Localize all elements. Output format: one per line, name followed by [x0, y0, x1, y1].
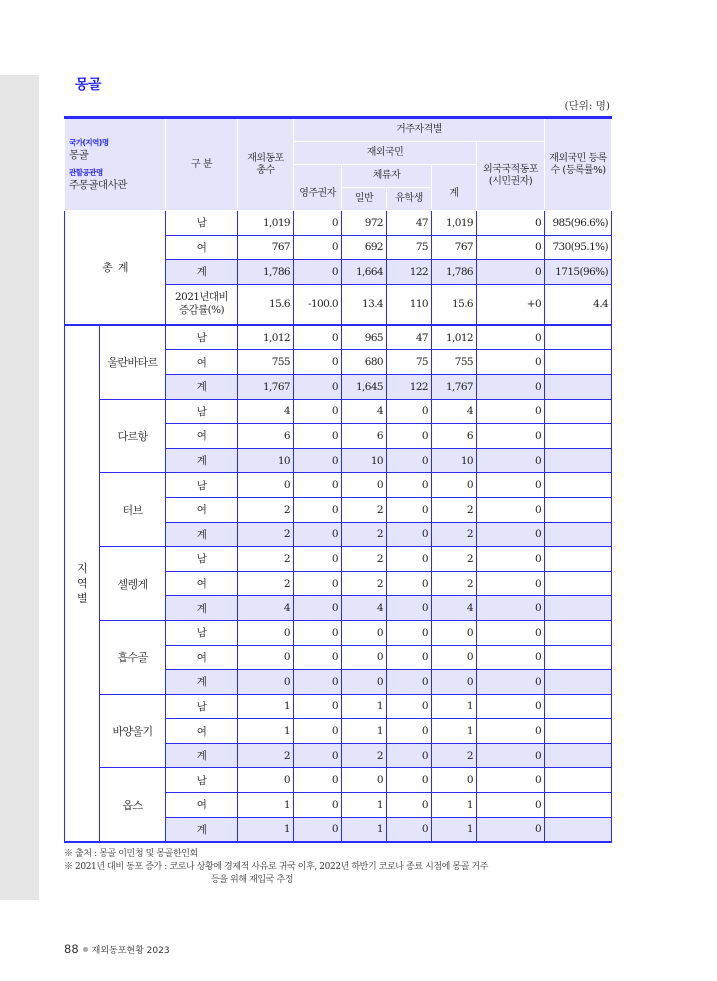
value-cell: 730(95.1%): [545, 235, 612, 260]
value-cell: 0: [294, 325, 342, 350]
value-cell: 1: [342, 817, 387, 842]
value-cell: 0: [387, 620, 432, 645]
row-label: 남: [166, 694, 238, 719]
foreign-nationals-header-text: 외국국적동포 (시민권자): [483, 164, 538, 187]
region-name: 울란바타르: [100, 325, 166, 399]
value-cell: 0: [342, 473, 387, 498]
value-cell: [545, 645, 612, 670]
value-cell: [545, 497, 612, 522]
region-name: 터브: [100, 473, 166, 547]
value-cell: 1: [432, 719, 477, 744]
page-number: 88: [64, 942, 79, 956]
row-label: 여: [166, 350, 238, 375]
value-cell: 10: [238, 448, 294, 473]
value-cell: [545, 620, 612, 645]
value-cell: 2: [432, 547, 477, 572]
value-cell: 4: [342, 399, 387, 424]
value-cell: 0: [294, 694, 342, 719]
total-header-text: 재외동포 총수: [247, 152, 284, 176]
value-cell: 0: [342, 645, 387, 670]
value-cell: 4: [432, 399, 477, 424]
value-cell: 1: [342, 719, 387, 744]
value-cell: 0: [387, 399, 432, 424]
value-cell: 2: [432, 571, 477, 596]
value-cell: 0: [477, 547, 545, 572]
value-cell: 0: [477, 260, 545, 285]
value-cell: 2: [432, 522, 477, 547]
value-cell: [545, 473, 612, 498]
value-cell: 0: [477, 571, 545, 596]
value-cell: 680: [342, 350, 387, 375]
bullet-dot-icon: [83, 947, 88, 952]
region-name: 흡수골: [100, 620, 166, 694]
country-header-cell: [65, 118, 166, 211]
value-cell: [545, 670, 612, 695]
row-label: 남: [166, 547, 238, 572]
value-cell: 0: [477, 235, 545, 260]
value-cell: 0: [238, 768, 294, 793]
value-cell: 0: [477, 350, 545, 375]
value-cell: 10: [342, 448, 387, 473]
table-row: [65, 399, 612, 424]
increase-note-line1: ※ 2021년 대비 동포 증가 : 코로나 상황에 경제적 사유로 귀국 이후, 2022년 하반기 코로나 종료 시점에 몽골 거주: [64, 862, 489, 872]
value-cell: 0: [294, 719, 342, 744]
value-cell: 767: [432, 235, 477, 260]
value-cell: 0: [387, 473, 432, 498]
value-cell: 0: [432, 670, 477, 695]
value-cell: 0: [387, 719, 432, 744]
value-cell: 0: [387, 743, 432, 768]
value-cell: 0: [294, 399, 342, 424]
value-cell: 0: [387, 817, 432, 842]
value-cell: 0: [387, 694, 432, 719]
value-cell: 0: [477, 793, 545, 818]
value-cell: 122: [387, 260, 432, 285]
value-cell: [545, 424, 612, 449]
value-cell: [545, 596, 612, 621]
registered-header: [545, 118, 612, 211]
value-cell: 1,786: [238, 260, 294, 285]
value-cell: 1,786: [432, 260, 477, 285]
value-cell: 0: [294, 473, 342, 498]
value-cell: 0: [477, 448, 545, 473]
value-cell: 2: [342, 547, 387, 572]
nationals-header: 재외국민: [294, 142, 477, 165]
value-cell: 2: [342, 497, 387, 522]
region-name: 바양울기: [100, 694, 166, 768]
office-label: 관할공관명: [69, 167, 103, 177]
table-row: [65, 547, 612, 572]
value-cell: 0: [477, 670, 545, 695]
row-label: 여: [166, 645, 238, 670]
value-cell: 0: [294, 547, 342, 572]
value-cell: 1: [342, 793, 387, 818]
region-name: 다르항: [100, 399, 166, 473]
value-cell: 0: [477, 473, 545, 498]
value-cell: 1,645: [342, 374, 387, 399]
value-cell: 0: [387, 497, 432, 522]
value-cell: 0: [477, 719, 545, 744]
value-cell: 0: [477, 694, 545, 719]
value-cell: 75: [387, 350, 432, 375]
value-cell: 0: [477, 522, 545, 547]
row-label: 계: [166, 743, 238, 768]
value-cell: 0: [477, 325, 545, 350]
value-cell: 0: [387, 793, 432, 818]
country-label: 국가(지역)명: [69, 137, 109, 147]
row-label: 남: [166, 325, 238, 350]
row-label: 계: [166, 374, 238, 399]
value-cell: [545, 793, 612, 818]
value-cell: 122: [387, 374, 432, 399]
value-cell: [545, 694, 612, 719]
value-cell: 0: [294, 497, 342, 522]
table-row: [65, 694, 612, 719]
value-cell: 0: [294, 374, 342, 399]
value-cell: 0: [477, 743, 545, 768]
value-cell: 4: [342, 596, 387, 621]
value-cell: 1: [432, 694, 477, 719]
rate-label-line: 증감률(%): [179, 304, 225, 317]
value-cell: 0: [477, 620, 545, 645]
value-cell: 4: [238, 399, 294, 424]
value-cell: 0: [294, 350, 342, 375]
table-row: [65, 473, 612, 498]
regional-label-char: 지: [76, 562, 88, 576]
table-row: [65, 768, 612, 793]
value-cell: 15.6: [238, 284, 294, 325]
row-label: 계: [166, 522, 238, 547]
value-cell: 10: [432, 448, 477, 473]
value-cell: 1715(96%): [545, 260, 612, 285]
value-cell: 2: [432, 497, 477, 522]
row-label: 남: [166, 211, 238, 236]
value-cell: 0: [238, 473, 294, 498]
source-note: ※ 출처 : 몽골 이민청 및 몽골한인회: [64, 849, 198, 859]
value-cell: 0: [477, 374, 545, 399]
value-cell: 1,012: [432, 325, 477, 350]
value-cell: 0: [477, 497, 545, 522]
population-table: [64, 116, 612, 843]
row-label: 남: [166, 768, 238, 793]
value-cell: 0: [432, 473, 477, 498]
category-header-text: 구 분: [191, 158, 213, 170]
region-name: 옵스: [100, 768, 166, 842]
page-title: 몽골: [75, 77, 102, 93]
value-cell: 2: [342, 522, 387, 547]
value-cell: 1: [238, 694, 294, 719]
value-cell: 0: [294, 235, 342, 260]
value-cell: 0: [294, 768, 342, 793]
value-cell: [545, 719, 612, 744]
value-cell: 972: [342, 211, 387, 236]
category-header: [166, 118, 238, 211]
value-cell: [545, 817, 612, 842]
value-cell: 6: [238, 424, 294, 449]
total-header: [238, 118, 294, 211]
row-label: 여: [166, 235, 238, 260]
value-cell: 2: [342, 743, 387, 768]
value-cell: 1: [432, 793, 477, 818]
row-label: 계: [166, 448, 238, 473]
value-cell: 0: [477, 399, 545, 424]
value-cell: 75: [387, 235, 432, 260]
value-cell: [545, 350, 612, 375]
value-cell: 47: [387, 325, 432, 350]
value-cell: 1,019: [432, 211, 477, 236]
value-cell: 1,012: [238, 325, 294, 350]
value-cell: 0: [387, 522, 432, 547]
table-row: [65, 620, 612, 645]
value-cell: [545, 374, 612, 399]
value-cell: [545, 399, 612, 424]
residence-status-header: 거주자격별: [294, 118, 545, 142]
value-cell: 755: [238, 350, 294, 375]
students-header: 유학생: [387, 188, 432, 211]
value-cell: 0: [387, 670, 432, 695]
value-cell: 0: [294, 670, 342, 695]
value-cell: 692: [342, 235, 387, 260]
value-cell: 0: [294, 424, 342, 449]
value-cell: 0: [387, 424, 432, 449]
value-cell: 0: [432, 620, 477, 645]
value-cell: 0: [387, 645, 432, 670]
value-cell: 2: [238, 497, 294, 522]
table-body: [65, 211, 612, 843]
subtotal-header: 계: [432, 165, 477, 211]
value-cell: [545, 325, 612, 350]
row-label: 여: [166, 719, 238, 744]
grand-total-label: 총 계: [65, 211, 166, 325]
table-row: [65, 211, 612, 236]
value-cell: -100.0: [294, 284, 342, 325]
value-cell: 0: [387, 448, 432, 473]
value-cell: 0: [294, 448, 342, 473]
value-cell: 0: [238, 645, 294, 670]
regional-label-char: 역: [76, 577, 88, 591]
value-cell: 6: [432, 424, 477, 449]
value-cell: 2: [432, 743, 477, 768]
value-cell: 755: [432, 350, 477, 375]
value-cell: 0: [238, 670, 294, 695]
table-row: [65, 325, 612, 350]
value-cell: 0: [294, 522, 342, 547]
row-label: 계: [166, 670, 238, 695]
country-value: 몽골: [69, 148, 89, 161]
value-cell: 0: [294, 817, 342, 842]
value-cell: 0: [477, 211, 545, 236]
value-cell: [545, 547, 612, 572]
value-cell: 15.6: [432, 284, 477, 325]
value-cell: 965: [342, 325, 387, 350]
row-label: 여: [166, 424, 238, 449]
value-cell: [545, 522, 612, 547]
value-cell: 1: [238, 719, 294, 744]
value-cell: 0: [432, 768, 477, 793]
value-cell: 0: [477, 768, 545, 793]
registered-header-text: 재외국민 등록수 (등록률%): [549, 152, 607, 176]
row-label: 여: [166, 497, 238, 522]
value-cell: 0: [387, 547, 432, 572]
value-cell: 2: [238, 571, 294, 596]
value-cell: +0: [477, 284, 545, 325]
value-cell: 4: [432, 596, 477, 621]
publication-name: 재외동포현황 2023: [91, 946, 170, 956]
value-cell: 0: [477, 424, 545, 449]
row-label: 남: [166, 473, 238, 498]
footnotes: [64, 848, 488, 887]
value-cell: 0: [477, 596, 545, 621]
value-cell: 1: [238, 793, 294, 818]
value-cell: [545, 743, 612, 768]
value-cell: 1,767: [432, 374, 477, 399]
row-label: 계: [166, 260, 238, 285]
row-label: 여: [166, 571, 238, 596]
region-name: 셀렝게: [100, 547, 166, 621]
value-cell: 0: [342, 620, 387, 645]
value-cell: 0: [294, 571, 342, 596]
regional-label: [65, 325, 100, 842]
page-footer: [64, 942, 170, 956]
value-cell: [545, 768, 612, 793]
value-cell: 985(96.6%): [545, 211, 612, 236]
row-label: [166, 284, 238, 325]
value-cell: 110: [387, 284, 432, 325]
row-label: 계: [166, 817, 238, 842]
value-cell: 0: [477, 645, 545, 670]
value-cell: 0: [342, 768, 387, 793]
unit-label: (단위: 명): [564, 100, 610, 112]
value-cell: 1: [342, 694, 387, 719]
row-label: 남: [166, 399, 238, 424]
value-cell: 0: [294, 211, 342, 236]
value-cell: 2: [238, 522, 294, 547]
value-cell: 4: [238, 596, 294, 621]
value-cell: 1,664: [342, 260, 387, 285]
value-cell: 767: [238, 235, 294, 260]
permanent-header: 영주권자: [294, 165, 342, 211]
sojourners-header: 체류자: [342, 165, 432, 188]
value-cell: 0: [294, 596, 342, 621]
value-cell: 0: [432, 645, 477, 670]
value-cell: 6: [342, 424, 387, 449]
value-cell: 47: [387, 211, 432, 236]
value-cell: 0: [294, 645, 342, 670]
value-cell: 2: [342, 571, 387, 596]
value-cell: 1: [238, 817, 294, 842]
value-cell: 1: [432, 817, 477, 842]
value-cell: 2: [238, 547, 294, 572]
value-cell: 0: [387, 571, 432, 596]
foreign-nationals-header: [477, 142, 545, 211]
office-value: 주몽골대사관: [69, 178, 127, 191]
side-margin-bar: [0, 75, 39, 900]
value-cell: 0: [294, 620, 342, 645]
rate-label-line: 2021년대비: [175, 291, 228, 304]
value-cell: 0: [294, 743, 342, 768]
general-header: 일반: [342, 188, 387, 211]
value-cell: 0: [477, 817, 545, 842]
value-cell: 1,767: [238, 374, 294, 399]
regional-label-char: 별: [76, 592, 88, 606]
value-cell: 13.4: [342, 284, 387, 325]
row-label: 여: [166, 793, 238, 818]
value-cell: 1,019: [238, 211, 294, 236]
value-cell: [545, 571, 612, 596]
value-cell: 0: [387, 596, 432, 621]
row-label: 계: [166, 596, 238, 621]
value-cell: 0: [294, 260, 342, 285]
value-cell: 0: [342, 670, 387, 695]
row-label: 남: [166, 620, 238, 645]
value-cell: [545, 448, 612, 473]
value-cell: 0: [294, 793, 342, 818]
increase-note-line2: 등을 위해 재입국 추정: [211, 875, 294, 885]
value-cell: 0: [387, 768, 432, 793]
value-cell: 0: [238, 620, 294, 645]
value-cell: 2: [238, 743, 294, 768]
value-cell: 4.4: [545, 284, 612, 325]
